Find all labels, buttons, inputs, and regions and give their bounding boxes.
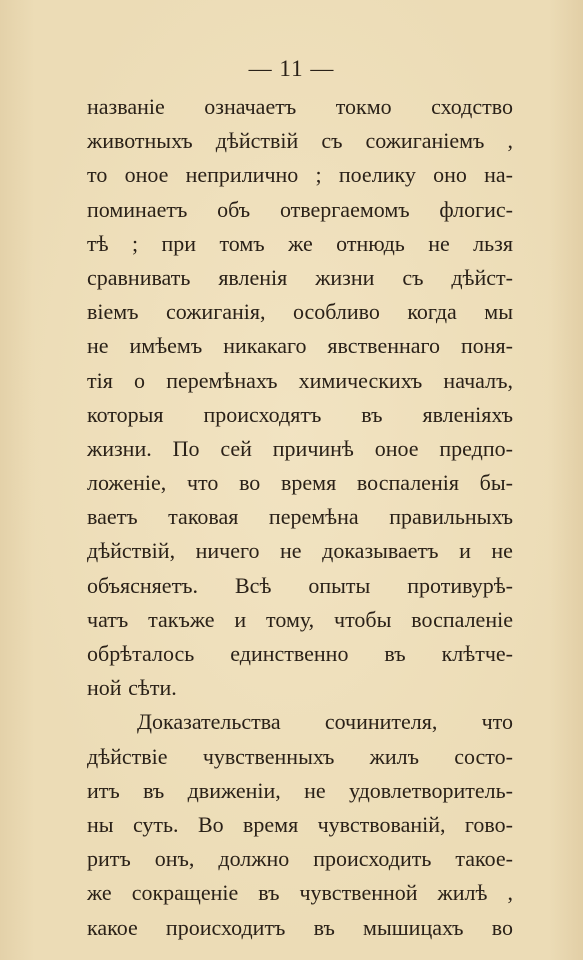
word: никакаго <box>223 333 307 359</box>
word: особливо <box>292 299 380 325</box>
text-line <box>87 329 513 363</box>
word: объясняетъ. <box>87 572 199 598</box>
word: движеніи, <box>187 777 281 803</box>
text-line <box>87 705 513 739</box>
word: когда <box>407 299 457 325</box>
word: томъ <box>219 230 265 256</box>
word: же <box>288 230 313 256</box>
word: при <box>161 230 197 256</box>
word: ; <box>315 162 322 188</box>
word: въ <box>361 401 383 427</box>
word: сравнивать <box>87 264 191 290</box>
word: жилѣ <box>437 880 488 906</box>
word: воспаленія <box>356 470 459 496</box>
word: перемѣна <box>268 504 359 530</box>
word: итъ <box>87 777 120 803</box>
text-line <box>87 534 513 568</box>
word: какое <box>87 914 138 940</box>
word: правильныхъ <box>389 504 513 530</box>
text-line <box>87 90 513 124</box>
text-line <box>87 671 513 705</box>
word: явленія <box>218 264 288 290</box>
text-line <box>87 295 513 329</box>
word: , <box>507 128 513 154</box>
word: отвергаемомъ <box>279 196 410 222</box>
word: таковая <box>168 504 239 530</box>
word: сожиганіемъ <box>365 128 485 154</box>
word: не <box>280 538 302 564</box>
word: Доказательства <box>137 709 281 735</box>
word: токмо <box>335 94 392 119</box>
word: обрѣталось <box>87 641 195 666</box>
word: чувственныхъ <box>202 743 335 769</box>
word: что <box>186 470 219 496</box>
word: клѣтче- <box>441 641 513 666</box>
word: сѣти. <box>128 675 177 701</box>
text-line <box>87 158 513 192</box>
word: противурѣ- <box>407 572 513 598</box>
word: мышицахъ <box>363 914 464 940</box>
text-line <box>87 808 513 842</box>
text-line <box>87 193 513 227</box>
word: дѣйствіе <box>87 743 168 769</box>
word: названіе <box>87 94 165 119</box>
word: не <box>491 538 513 564</box>
word: удовлетворитель- <box>348 777 513 803</box>
word: бы- <box>479 470 513 496</box>
word: чувствованій, <box>317 811 446 837</box>
word: объ <box>217 196 251 222</box>
word: означаетъ <box>204 94 297 119</box>
word: единственно <box>230 641 349 666</box>
word: поминаетъ <box>87 196 188 222</box>
word: поня- <box>460 333 513 359</box>
body-text <box>87 90 513 945</box>
word: дѣйствій <box>215 128 299 154</box>
word: тѣ <box>87 230 109 256</box>
word: онъ, <box>154 846 195 872</box>
word: оно <box>433 162 467 188</box>
word: же <box>87 880 112 906</box>
word: ритъ <box>87 846 131 872</box>
word: дѣйствій, <box>87 538 176 564</box>
word: сходство <box>431 94 513 119</box>
word: оное <box>124 162 169 188</box>
word: Во <box>197 811 224 837</box>
word: что <box>481 709 513 735</box>
text-line <box>87 124 513 158</box>
word: не <box>304 777 326 803</box>
word: жизни <box>315 264 375 290</box>
text-line <box>87 603 513 637</box>
word: По <box>172 435 200 461</box>
word: чувственной <box>299 880 418 906</box>
word: которыя <box>87 401 164 427</box>
word: опыты <box>308 572 371 598</box>
word: ваетъ <box>87 504 138 530</box>
text-line <box>87 227 513 261</box>
word: имѣемъ <box>129 333 203 359</box>
word: то <box>87 162 108 188</box>
word: ны <box>87 811 114 837</box>
word: ложеніе, <box>87 470 167 496</box>
word: въ <box>313 914 335 940</box>
text-line <box>87 500 513 534</box>
text-line <box>87 261 513 295</box>
word: жизни. <box>87 435 152 461</box>
word: Всѣ <box>235 572 272 598</box>
word: время <box>281 470 337 496</box>
word: о <box>134 367 146 393</box>
word: во <box>239 470 261 496</box>
word: на- <box>484 162 513 188</box>
word: жилъ <box>369 743 419 769</box>
text-line <box>87 842 513 876</box>
text-line <box>87 911 513 945</box>
word: льзя <box>473 230 513 256</box>
word: не <box>87 333 109 359</box>
word: причинѣ <box>272 435 354 461</box>
word: , <box>507 880 513 906</box>
word: происходятъ <box>203 401 322 427</box>
word: поелику <box>338 162 416 188</box>
word: сожиганія, <box>166 299 266 325</box>
word: флогис- <box>439 196 513 222</box>
word: время <box>243 811 299 837</box>
word: въ <box>258 880 280 906</box>
word: ной <box>87 675 122 701</box>
text-line <box>87 876 513 910</box>
word: съ <box>321 128 343 154</box>
word: происходить <box>313 846 432 872</box>
word: животныхъ <box>87 128 193 154</box>
text-line <box>87 637 513 671</box>
word: химическихъ <box>298 367 423 393</box>
word: доказываетъ <box>322 538 439 564</box>
word: отнюдь <box>336 230 405 256</box>
word: ничего <box>195 538 260 564</box>
word: и <box>459 538 471 564</box>
word: тія <box>87 367 113 393</box>
word: чатъ <box>87 606 129 632</box>
word: началъ, <box>443 367 513 393</box>
word: и <box>234 606 247 632</box>
text-line <box>87 774 513 808</box>
page-number: — 11 — <box>248 56 335 81</box>
word: чтобы <box>334 606 392 632</box>
word: суть. <box>132 811 179 837</box>
word: во <box>491 914 513 940</box>
word: сей <box>220 435 252 461</box>
text-line <box>87 740 513 774</box>
word: явственнаго <box>327 333 440 359</box>
word: дѣйст- <box>451 264 513 290</box>
word: ; <box>131 230 139 256</box>
word: не <box>428 230 450 256</box>
word: воспаленіе <box>411 606 513 632</box>
word: сокращеніе <box>131 880 239 906</box>
word: гово- <box>464 811 513 837</box>
word: явленіяхъ <box>422 401 513 427</box>
text-line <box>87 364 513 398</box>
word: въ <box>143 777 165 803</box>
text-line <box>87 432 513 466</box>
word: неприлично <box>185 162 299 188</box>
word: такое- <box>455 846 513 872</box>
text-line <box>87 569 513 603</box>
text-line <box>87 466 513 500</box>
word: должно <box>218 846 290 872</box>
word: состо- <box>454 743 513 769</box>
word: такъже <box>148 606 215 632</box>
word: въ <box>384 641 406 666</box>
text-line <box>87 398 513 432</box>
word: происходитъ <box>165 914 286 940</box>
word: тому, <box>266 606 315 632</box>
word: перемѣнахъ <box>166 367 278 393</box>
word: мы <box>484 299 513 325</box>
word: предпо- <box>439 435 513 461</box>
word: віемъ <box>87 299 139 325</box>
word: съ <box>402 264 424 290</box>
word: оное <box>374 435 419 461</box>
word: сочинителя, <box>324 709 438 735</box>
